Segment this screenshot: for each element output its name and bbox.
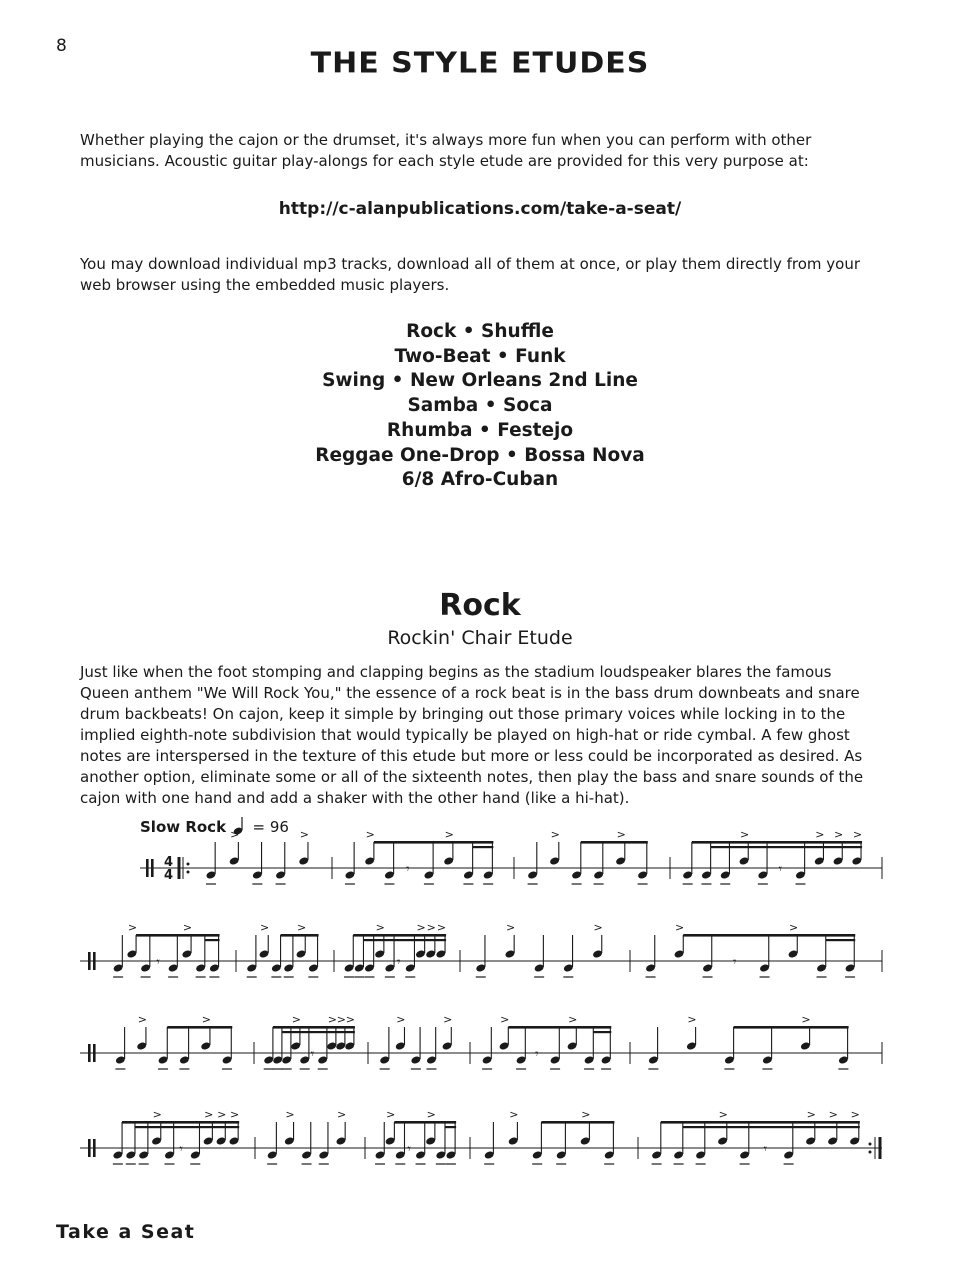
- eighth-rest: 𝄾: [156, 955, 160, 970]
- accent-mark: >: [718, 1108, 728, 1121]
- page-title: THE STYLE ETUDES: [310, 46, 650, 81]
- repeat-dot: [869, 1151, 872, 1154]
- style-line: Reggae One-Drop • Bossa Nova: [315, 444, 645, 466]
- eighth-rest: 𝄾: [397, 955, 401, 970]
- accent-mark: >: [426, 1108, 436, 1121]
- percussion-clef: [93, 952, 96, 970]
- repeat-dot: [869, 1143, 872, 1146]
- beam: [122, 1121, 239, 1124]
- accent-mark: >: [426, 921, 436, 934]
- styles-list: [0, 320, 960, 493]
- style-line: Two-Beat • Funk: [394, 345, 566, 367]
- accent-mark: >: [550, 830, 560, 841]
- accent-mark: >: [687, 1013, 697, 1026]
- repeat-dot: [187, 863, 190, 866]
- section-subtitle: Rockin' Chair Etude: [387, 627, 573, 649]
- accent-mark: >: [616, 830, 626, 841]
- beam: [135, 1126, 239, 1128]
- accent-mark: >: [806, 1108, 816, 1121]
- accent-mark: >: [850, 1108, 860, 1121]
- accent-mark: >: [285, 1108, 295, 1121]
- accent-mark: >: [675, 921, 685, 934]
- tempo-label: Slow Rock: [140, 818, 227, 836]
- accent-mark: >: [386, 1108, 396, 1121]
- accent-mark: >: [260, 921, 270, 934]
- accent-mark: >: [852, 830, 863, 841]
- notes: [112, 830, 862, 1164]
- staff-lines: [80, 855, 882, 1159]
- accent-mark: >: [375, 921, 385, 934]
- accent-mark: >: [815, 830, 825, 841]
- tempo-value: = 96: [252, 818, 289, 836]
- footer-title: Take a Seat: [56, 1221, 196, 1243]
- section-title: Rock: [439, 588, 521, 623]
- accent-mark: >: [217, 1108, 227, 1121]
- beam: [282, 1031, 355, 1033]
- drum-notation: [0, 830, 960, 1210]
- eighth-rest: 𝄾: [407, 1142, 411, 1157]
- accent-mark: >: [828, 1108, 838, 1121]
- beam: [136, 934, 220, 937]
- beam: [683, 1126, 860, 1128]
- beam: [593, 1031, 611, 1033]
- beam: [692, 841, 862, 844]
- accent-mark: >: [396, 1013, 406, 1026]
- accent-mark: >: [444, 830, 454, 841]
- beam: [508, 1026, 611, 1029]
- beam: [826, 939, 856, 941]
- intro-paragraph: Whether playing the cajon or the drumset, it's always more fun when you can perform with other musicians. Acoustic guitar play-alongs for each style etude are provided for this very purpose at:: [80, 131, 812, 170]
- accent-mark: >: [505, 921, 516, 934]
- eighth-rest: 𝄾: [763, 1142, 768, 1157]
- beam: [541, 1121, 614, 1124]
- time-signature-top: 4: [164, 855, 174, 870]
- accent-mark: >: [297, 921, 307, 934]
- accent-mark: >: [509, 1108, 519, 1121]
- eighth-rest: 𝄾: [310, 1047, 315, 1062]
- download-paragraph: You may download individual mp3 tracks, download all of them at once, or play them directly from your web browser using the embedded music players.: [80, 255, 860, 294]
- accent-mark: >: [834, 830, 844, 841]
- beam: [205, 939, 220, 941]
- style-line: Rhumba • Festejo: [386, 419, 574, 441]
- eighth-rest: 𝄾: [179, 1142, 183, 1157]
- page-number: 8: [56, 36, 67, 56]
- accent-mark: >: [443, 1013, 453, 1026]
- accent-mark: >: [299, 830, 309, 841]
- beam: [273, 1026, 355, 1029]
- accent-mark: >: [152, 1108, 162, 1121]
- beam: [281, 934, 319, 937]
- beam: [167, 1026, 232, 1029]
- percussion-clef: [93, 1139, 96, 1157]
- style-line: 6/8 Afro-Cuban: [401, 469, 559, 491]
- section-body: Just like when the foot stomping and clapping begins as the stadium loudspeaker blares the famous Queen anthem "We Will Rock You," the essence of a rock beat is in the bass drum downbeats and snare drum backbeats! On cajon, keep it simple by bringing out those primary voices while locking in to the implied eighth-note subdivision that would typically be played on high-hat or ride cymbal. A few ghost notes are interspersed in the texture of this etude but more or less could be incorporated as desired. As another option, eliminate some or all of the sixteenth notes, then play the bass and snare sounds of the cajon with one hand and add a shaker with the other hand (like a hi-hat).: [80, 663, 864, 807]
- accent-mark: >: [204, 1108, 214, 1121]
- accent-mark: >: [182, 921, 193, 934]
- accent-mark: >: [593, 921, 603, 934]
- eighth-rest: 𝄾: [778, 862, 783, 877]
- accent-mark: >: [568, 1013, 578, 1026]
- style-line: Swing • New Orleans 2nd Line: [322, 370, 638, 392]
- accent-mark: >: [740, 830, 750, 841]
- eighth-rest: 𝄾: [535, 1047, 539, 1062]
- beam: [581, 841, 648, 844]
- accent-mark: >: [336, 1108, 347, 1121]
- accent-mark: >: [229, 1108, 240, 1121]
- percussion-clef: [146, 859, 149, 877]
- beam: [683, 934, 855, 937]
- beam: [374, 841, 494, 844]
- time-signature-bottom: 4: [164, 868, 174, 883]
- repeat-dot: [187, 871, 190, 874]
- beam: [711, 846, 862, 848]
- accent-mark: >: [436, 921, 447, 934]
- beam: [473, 846, 494, 848]
- accent-mark: >: [789, 921, 799, 934]
- percussion-clef: [88, 952, 91, 970]
- eighth-rest: 𝄾: [406, 862, 410, 877]
- percussion-clef: [88, 1139, 91, 1157]
- percussion-clef: [93, 1044, 96, 1062]
- playalong-url: http://c-alanpublications.com/take-a-seat/: [278, 199, 682, 219]
- accent-mark: >: [500, 1013, 510, 1026]
- beam: [661, 1121, 860, 1124]
- beam: [394, 1121, 456, 1124]
- accent-mark: >: [581, 1108, 591, 1121]
- beam: [734, 1026, 849, 1029]
- eighth-rest: 𝄾: [733, 955, 737, 970]
- accent-mark: >: [416, 921, 426, 934]
- style-line: Samba • Soca: [407, 395, 553, 417]
- accent-mark: >: [801, 1013, 811, 1026]
- accent-mark: >: [336, 1013, 346, 1026]
- accent-mark: >: [291, 1013, 301, 1026]
- accent-mark: >: [365, 830, 375, 841]
- accent-mark: >: [345, 1013, 355, 1026]
- beam: [363, 939, 446, 941]
- accent-mark: >: [327, 1013, 337, 1026]
- accent-mark: >: [230, 830, 240, 841]
- accent-mark: >: [137, 1013, 147, 1026]
- percussion-clef: [88, 1044, 91, 1062]
- beam: [445, 1126, 456, 1128]
- percussion-clef: [151, 859, 154, 877]
- beam: [353, 934, 446, 937]
- accent-mark: >: [127, 921, 138, 934]
- accent-mark: >: [201, 1013, 211, 1026]
- style-line: Rock • Shuffle: [406, 321, 554, 342]
